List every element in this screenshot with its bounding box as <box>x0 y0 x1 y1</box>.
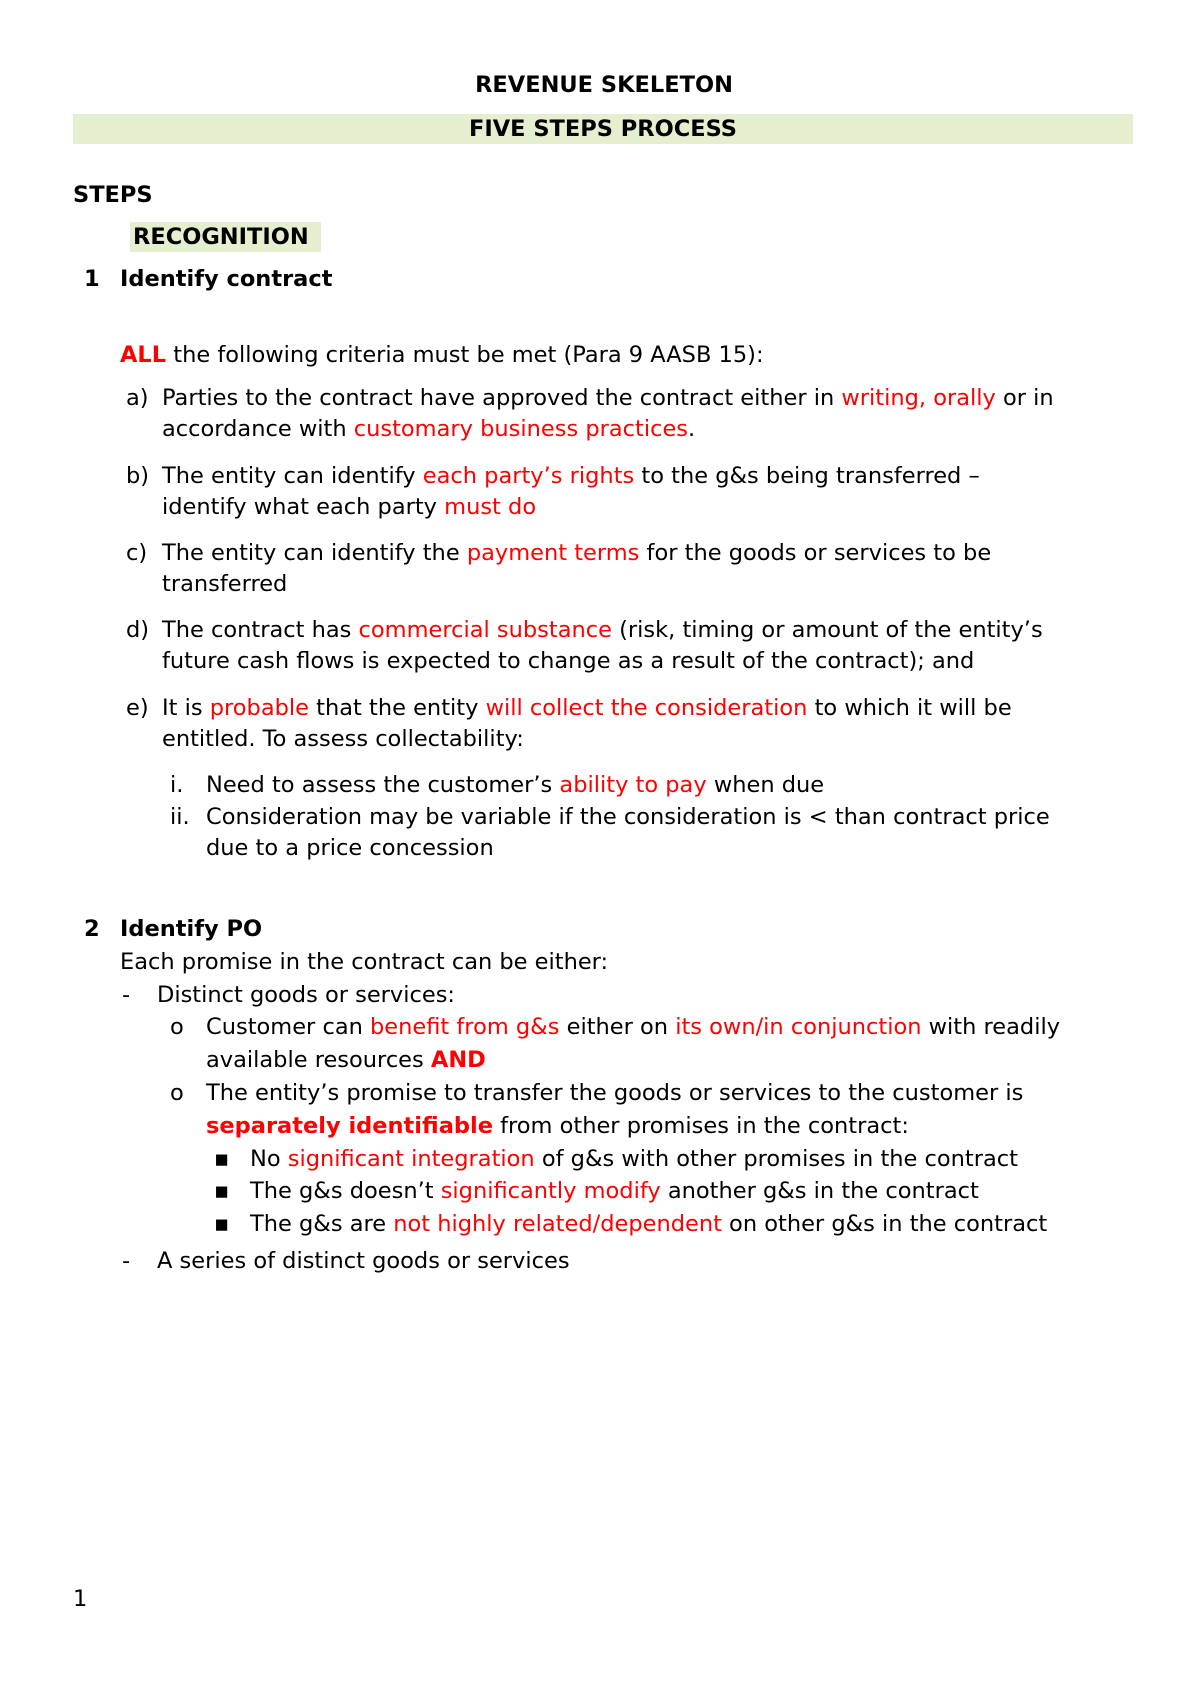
text-run: Need to assess the customer’s <box>206 772 560 798</box>
criteria-item <box>162 542 991 565</box>
text-run: accordance with <box>162 416 354 442</box>
distinct-criterion <box>206 1049 486 1072</box>
identifiable-criterion <box>250 1213 1047 1236</box>
highlighted-term: significantly modify <box>440 1178 661 1204</box>
text-run: Consideration may be variable if the consideration is < than contract price <box>206 804 1050 830</box>
intro-text: the following criteria must be met (Para 9 AASB 15): <box>166 342 764 368</box>
highlighted-term: separately identifiable <box>206 1113 493 1139</box>
text-run: . <box>688 416 696 442</box>
dash-bullet: - <box>122 1248 131 1274</box>
criteria-marker: a) <box>126 385 149 411</box>
text-run: when due <box>706 772 825 798</box>
criteria-item <box>162 573 287 596</box>
highlighted-term: AND <box>430 1047 486 1073</box>
text-run: from other promises in the contract: <box>492 1113 909 1139</box>
criteria-item <box>162 697 1012 720</box>
step1-intro <box>120 344 764 367</box>
text-run: transferred <box>162 571 288 597</box>
text-run: The contract has <box>162 617 359 643</box>
text-run: The g&s are <box>250 1211 394 1237</box>
step1-number: 1 <box>84 266 100 292</box>
highlighted-term: its own/in conjunction <box>675 1014 922 1040</box>
highlighted-term: probable <box>209 695 310 721</box>
text-run: on other g&s in the contract <box>721 1211 1048 1237</box>
text-run: Customer can <box>206 1014 371 1040</box>
criteria-marker: c) <box>126 540 148 566</box>
highlighted-term: each party’s rights <box>422 463 635 489</box>
step2-intro: Each promise in the contract can be either: <box>120 949 609 975</box>
text-run: The entity’s promise to transfer the goods or services to the customer is <box>206 1080 1024 1106</box>
text-run: for the goods or services to be <box>639 540 992 566</box>
dash-item: Distinct goods or services: <box>157 982 456 1008</box>
highlighted-term: will collect the consideration <box>485 695 808 721</box>
distinct-criterion <box>206 1082 1023 1105</box>
highlighted-term: ability to pay <box>559 772 707 798</box>
text-run: that the entity <box>309 695 486 721</box>
roman-marker: ii. <box>170 804 190 830</box>
text-run: with readily <box>921 1014 1061 1040</box>
step2-heading: Identify PO <box>120 916 263 942</box>
criteria-item <box>162 728 524 751</box>
document-title: REVENUE SKELETON <box>475 72 733 98</box>
step1-heading: Identify contract <box>120 266 333 292</box>
recognition-heading: RECOGNITION <box>133 224 309 250</box>
collectability-item <box>206 806 1050 829</box>
text-run: No <box>250 1146 288 1172</box>
criteria-item <box>162 387 1054 410</box>
text-run: due to a price concession <box>206 835 494 861</box>
collectability-item <box>206 837 494 860</box>
highlighted-term: payment terms <box>466 540 640 566</box>
highlighted-term: commercial substance <box>358 617 612 643</box>
intro-emphasis: ALL <box>120 342 167 368</box>
text-run: to the g&s being transferred – <box>634 463 980 489</box>
text-run: Parties to the contract have approved the contract either in <box>162 385 842 411</box>
highlighted-term: significant integration <box>287 1146 535 1172</box>
roman-marker: i. <box>170 772 184 798</box>
steps-heading: STEPS <box>73 182 153 208</box>
highlighted-term: not highly related/dependent <box>393 1211 722 1237</box>
square-bullet: ▪ <box>214 1146 230 1172</box>
identifiable-criterion <box>250 1180 979 1203</box>
text-run: The entity can identify <box>162 463 423 489</box>
step2-number: 2 <box>84 916 100 942</box>
criteria-marker: e) <box>126 695 149 721</box>
circle-bullet: o <box>170 1080 184 1106</box>
criteria-item <box>162 496 536 519</box>
page-number: 1 <box>73 1586 88 1612</box>
text-run: The entity can identify the <box>162 540 467 566</box>
text-run: entitled. To assess collectability: <box>162 726 524 752</box>
square-bullet: ▪ <box>214 1178 230 1204</box>
square-bullet: ▪ <box>214 1211 230 1237</box>
collectability-item <box>206 774 824 797</box>
text-run: It is <box>162 695 210 721</box>
text-run: identify what each party <box>162 494 445 520</box>
text-run: another g&s in the contract <box>660 1178 979 1204</box>
text-run: future cash flows is expected to change as a result of the contract); and <box>162 648 975 674</box>
highlighted-term: writing, orally <box>841 385 996 411</box>
distinct-criterion <box>206 1016 1060 1039</box>
identifiable-criterion <box>250 1148 1018 1171</box>
text-run: available resources <box>206 1047 431 1073</box>
document-subtitle: FIVE STEPS PROCESS <box>468 116 738 142</box>
dash-bullet: - <box>122 982 131 1008</box>
criteria-marker: d) <box>126 617 150 643</box>
text-run: of g&s with other promises in the contract <box>534 1146 1018 1172</box>
criteria-item <box>162 650 974 673</box>
highlighted-term: benefit from g&s <box>370 1014 560 1040</box>
criteria-item <box>162 418 695 441</box>
distinct-criterion <box>206 1115 909 1138</box>
criteria-item <box>162 465 980 488</box>
criteria-item <box>162 619 1043 642</box>
highlighted-term: must do <box>444 494 537 520</box>
text-run: (risk, timing or amount of the entity’s <box>612 617 1043 643</box>
circle-bullet: o <box>170 1014 184 1040</box>
text-run: to which it will be <box>807 695 1012 721</box>
criteria-marker: b) <box>126 463 150 489</box>
highlighted-term: customary business practices <box>353 416 689 442</box>
text-run: The g&s doesn’t <box>250 1178 441 1204</box>
dash-item: A series of distinct goods or services <box>157 1248 570 1274</box>
text-run: or in <box>995 385 1054 411</box>
text-run: either on <box>559 1014 676 1040</box>
